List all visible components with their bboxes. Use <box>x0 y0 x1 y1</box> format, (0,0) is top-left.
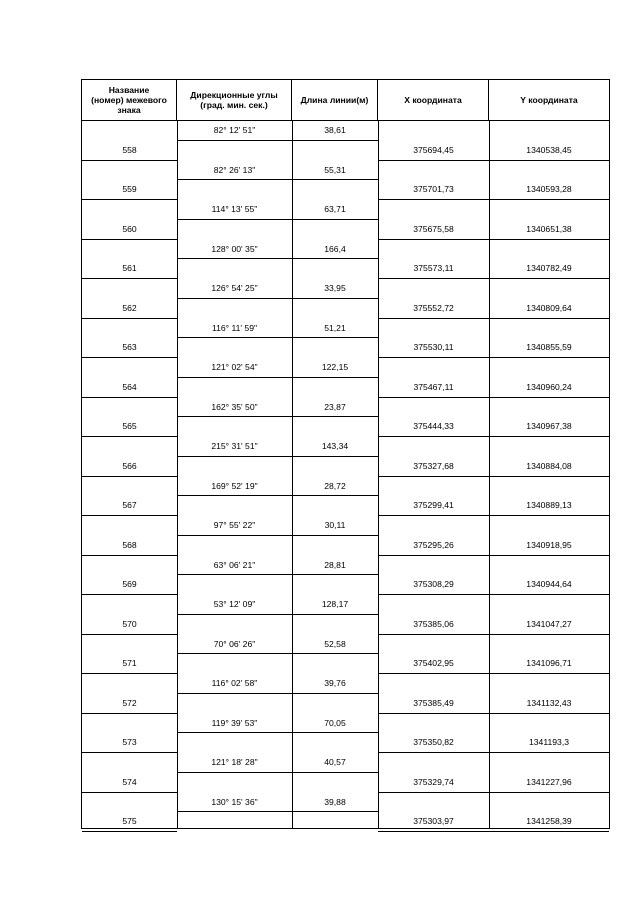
empty-cell <box>177 417 292 437</box>
empty-cell <box>378 635 489 655</box>
empty-cell <box>82 437 177 457</box>
table-row-boundary-mark <box>82 575 609 595</box>
y-coordinate-cell: 1340884,08 <box>526 460 572 471</box>
table-row-line-segment <box>82 635 609 655</box>
x-coordinate-cell: 375327,68 <box>413 460 454 471</box>
empty-cell <box>177 338 292 358</box>
table-row-line-segment <box>82 674 609 694</box>
empty-cell <box>177 141 292 161</box>
x-coordinate-cell: 375694,45 <box>413 144 454 155</box>
empty-cell <box>378 121 489 141</box>
y-coordinate-cell: 1341096,71 <box>526 658 572 669</box>
empty-cell <box>378 556 489 576</box>
empty-cell <box>489 674 609 694</box>
bearing-cell: 162° 35' 50" <box>211 401 258 412</box>
table-row-boundary-mark <box>82 496 609 516</box>
table-row-line-segment <box>82 477 609 497</box>
table-row-boundary-mark <box>82 773 609 793</box>
y-coordinate-cell: 1341047,27 <box>526 618 572 629</box>
empty-cell <box>177 536 292 556</box>
bearing-cell: 53° 12' 09" <box>213 599 256 609</box>
empty-cell <box>82 516 177 536</box>
empty-cell <box>489 279 609 299</box>
bearing-cell: 114° 13' 55" <box>211 204 258 214</box>
x-coordinate-cell: 375295,26 <box>413 539 454 550</box>
empty-cell <box>378 793 489 813</box>
empty-cell <box>378 319 489 339</box>
empty-cell <box>378 200 489 220</box>
y-coordinate-cell: 1340809,64 <box>526 302 572 313</box>
table-row-boundary-mark <box>82 378 609 398</box>
line-length-cell: 39,76 <box>324 678 346 688</box>
table-row-boundary-mark <box>82 457 609 477</box>
line-length-cell: 128,17 <box>321 599 349 609</box>
empty-cell <box>177 496 292 516</box>
empty-cell <box>292 773 378 793</box>
x-coordinate-cell: 375552,72 <box>413 302 454 313</box>
mark-name-cell: 558 <box>122 144 137 155</box>
bearing-cell: 70° 06' 26" <box>213 638 256 649</box>
empty-cell <box>82 556 177 576</box>
table-row-line-segment <box>82 793 609 813</box>
line-length-cell: 166,4 <box>324 243 346 254</box>
line-length-cell: 52,58 <box>324 638 346 649</box>
empty-cell <box>378 477 489 497</box>
table-row-line-segment <box>82 240 609 260</box>
empty-cell <box>489 477 609 497</box>
table-row-line-segment <box>82 556 609 576</box>
empty-cell <box>82 793 177 813</box>
mark-name-cell: 568 <box>122 539 137 550</box>
empty-cell <box>82 595 177 615</box>
empty-cell <box>489 358 609 378</box>
mark-name-cell: 570 <box>122 618 137 629</box>
bearing-cell: 97° 55' 22" <box>213 520 256 530</box>
table-row-boundary-mark <box>82 417 609 437</box>
bearing-cell: 126° 54' 25" <box>211 283 258 293</box>
table-row-line-segment <box>82 319 609 339</box>
empty-cell <box>292 299 378 319</box>
empty-cell <box>82 279 177 299</box>
mark-name-cell: 560 <box>122 223 137 234</box>
x-coordinate-cell: 375701,73 <box>413 184 454 195</box>
table-body <box>82 121 609 828</box>
x-coordinate-cell: 375350,82 <box>413 737 454 748</box>
empty-cell <box>489 240 609 260</box>
header-bearing: Дирекционные углы (град. мин. сек.) <box>177 80 292 120</box>
x-coordinate-cell: 375573,11 <box>413 263 454 274</box>
y-coordinate-cell: 1340782,49 <box>526 263 572 274</box>
table-row-line-segment <box>82 121 609 141</box>
mark-name-cell: 562 <box>122 302 137 313</box>
y-coordinate-cell: 1341132,43 <box>526 697 572 708</box>
boundary-coordinates-table <box>81 79 610 829</box>
empty-cell <box>292 694 378 714</box>
empty-cell <box>489 319 609 339</box>
header-y-coordinate: Y координата <box>520 95 578 105</box>
bearing-cell: 121° 02' 54" <box>211 362 258 372</box>
empty-cell <box>177 378 292 398</box>
table-row-line-segment <box>82 714 609 734</box>
empty-cell <box>378 595 489 615</box>
table-row-line-segment <box>82 200 609 220</box>
empty-cell <box>177 615 292 635</box>
row-rule <box>378 831 489 832</box>
empty-cell <box>82 240 177 260</box>
empty-cell <box>292 259 378 279</box>
table-row-line-segment <box>82 753 609 773</box>
empty-cell <box>292 575 378 595</box>
mark-name-cell: 565 <box>122 421 137 432</box>
empty-cell <box>82 477 177 497</box>
empty-cell <box>489 793 609 813</box>
table-row-boundary-mark <box>82 654 609 674</box>
y-coordinate-cell: 1340944,64 <box>526 579 572 590</box>
line-length-cell: 28,81 <box>324 559 346 570</box>
mark-name-cell: 559 <box>122 184 137 195</box>
bearing-cell: 82° 12' 51" <box>213 125 256 135</box>
y-coordinate-cell: 1341227,96 <box>526 776 572 787</box>
mark-name-cell: 563 <box>122 342 137 353</box>
table-row-boundary-mark <box>82 615 609 635</box>
empty-cell <box>489 556 609 576</box>
line-length-cell: 33,95 <box>324 283 346 293</box>
empty-cell <box>292 338 378 358</box>
table-row-boundary-mark <box>82 220 609 240</box>
y-coordinate-cell: 1340651,38 <box>526 223 572 234</box>
y-coordinate-cell: 1341193,3 <box>529 737 569 748</box>
empty-cell <box>82 753 177 773</box>
y-coordinate-cell: 1340918,95 <box>526 539 572 550</box>
bearing-cell: 63° 06' 21" <box>213 559 256 570</box>
bearing-cell: 128° 00' 35" <box>211 243 258 254</box>
line-length-cell: 122,15 <box>321 362 349 372</box>
line-length-cell: 51,21 <box>324 322 346 333</box>
empty-cell <box>489 635 609 655</box>
line-length-cell: 39,88 <box>324 796 346 807</box>
mark-name-cell: 561 <box>122 263 137 274</box>
mark-name-cell: 574 <box>122 776 137 787</box>
empty-cell <box>378 240 489 260</box>
empty-cell <box>378 674 489 694</box>
y-coordinate-cell: 1340593,28 <box>526 184 572 195</box>
header-x-coordinate: X координата <box>378 80 489 120</box>
x-coordinate-cell: 375675,58 <box>413 223 454 234</box>
header-line-length: Длина линии(м) <box>292 80 378 120</box>
empty-cell <box>177 220 292 240</box>
empty-cell <box>378 358 489 378</box>
table-row-boundary-mark <box>82 536 609 556</box>
empty-cell <box>177 694 292 714</box>
table-header-row <box>82 80 609 121</box>
line-length-cell: 30,11 <box>324 520 346 530</box>
mark-name-cell: 572 <box>122 697 137 708</box>
empty-cell <box>378 753 489 773</box>
empty-cell <box>177 733 292 753</box>
y-coordinate-cell: 1340967,38 <box>526 421 572 432</box>
y-coordinate-cell: 1341258,39 <box>526 816 572 827</box>
empty-cell <box>292 378 378 398</box>
empty-cell <box>82 714 177 734</box>
bearing-cell: 116° 11' 59" <box>211 322 258 333</box>
empty-cell <box>378 516 489 536</box>
mark-name-cell: 564 <box>122 381 137 392</box>
table-row-boundary-mark <box>82 812 609 832</box>
bearing-cell: 130° 15' 36" <box>211 796 258 807</box>
table-row-boundary-mark <box>82 180 609 200</box>
x-coordinate-cell: 375530,11 <box>413 342 454 353</box>
empty-cell <box>489 753 609 773</box>
empty-cell <box>489 595 609 615</box>
empty-cell <box>292 536 378 556</box>
table-row-boundary-mark <box>82 338 609 358</box>
table-row-line-segment <box>82 358 609 378</box>
mark-name-cell: 575 <box>122 816 137 827</box>
empty-cell <box>82 635 177 655</box>
table-row-line-segment <box>82 437 609 457</box>
line-length-cell: 143,34 <box>321 441 349 451</box>
y-coordinate-cell: 1340538,45 <box>526 144 572 155</box>
empty-cell <box>489 161 609 181</box>
y-coordinate-cell: 1340960,24 <box>526 381 572 392</box>
empty-cell <box>177 812 292 832</box>
bearing-cell: 82° 26' 13" <box>213 164 256 175</box>
x-coordinate-cell: 375385,06 <box>413 618 454 629</box>
y-coordinate-cell: 1340855,59 <box>526 342 572 353</box>
empty-cell <box>378 714 489 734</box>
empty-cell <box>489 516 609 536</box>
empty-cell <box>292 733 378 753</box>
empty-cell <box>82 358 177 378</box>
y-coordinate-cell: 1340889,13 <box>526 500 572 511</box>
empty-cell <box>292 457 378 477</box>
table-row-line-segment <box>82 595 609 615</box>
line-length-cell: 38,61 <box>324 125 346 135</box>
empty-cell <box>292 496 378 516</box>
x-coordinate-cell: 375385,49 <box>413 697 454 708</box>
empty-cell <box>177 575 292 595</box>
empty-cell <box>378 161 489 181</box>
empty-cell <box>292 812 378 832</box>
table-row-line-segment <box>82 279 609 299</box>
line-length-cell: 70,05 <box>324 717 346 728</box>
empty-cell <box>82 200 177 220</box>
line-length-cell: 63,71 <box>324 204 346 214</box>
bearing-cell: 119° 39' 53" <box>211 717 258 728</box>
x-coordinate-cell: 375308,29 <box>413 579 454 590</box>
empty-cell <box>82 398 177 418</box>
table-row-line-segment <box>82 161 609 181</box>
empty-cell <box>378 279 489 299</box>
line-length-cell: 40,57 <box>324 757 346 767</box>
mark-name-cell: 569 <box>122 579 137 590</box>
empty-cell <box>292 615 378 635</box>
empty-cell <box>177 654 292 674</box>
empty-cell <box>378 437 489 457</box>
empty-cell <box>489 121 609 141</box>
empty-cell <box>292 220 378 240</box>
empty-cell <box>177 180 292 200</box>
empty-cell <box>292 180 378 200</box>
empty-cell <box>378 398 489 418</box>
table-row-boundary-mark <box>82 141 609 161</box>
line-length-cell: 23,87 <box>324 401 346 412</box>
bearing-cell: 116° 02' 58" <box>211 678 258 688</box>
table-row-boundary-mark <box>82 259 609 279</box>
empty-cell <box>82 319 177 339</box>
mark-name-cell: 573 <box>122 737 137 748</box>
empty-cell <box>489 714 609 734</box>
table-row-boundary-mark <box>82 299 609 319</box>
row-rule <box>82 831 177 832</box>
x-coordinate-cell: 375303,97 <box>413 816 454 827</box>
bearing-cell: 215° 31' 51" <box>211 441 258 451</box>
x-coordinate-cell: 375444,33 <box>413 421 454 432</box>
table-row-line-segment <box>82 516 609 536</box>
row-rule <box>489 831 609 832</box>
empty-cell <box>489 200 609 220</box>
empty-cell <box>292 417 378 437</box>
x-coordinate-cell: 375402,95 <box>413 658 454 669</box>
table-row-boundary-mark <box>82 694 609 714</box>
mark-name-cell: 567 <box>122 500 137 511</box>
empty-cell <box>292 654 378 674</box>
header-mark-name: Название (номер) межевого знака <box>82 80 177 120</box>
table-row-boundary-mark <box>82 733 609 753</box>
bearing-cell: 169° 52' 19" <box>211 480 258 491</box>
mark-name-cell: 571 <box>122 658 137 669</box>
mark-name-cell: 566 <box>122 460 137 471</box>
empty-cell <box>82 121 177 141</box>
line-length-cell: 55,31 <box>324 164 346 175</box>
x-coordinate-cell: 375299,41 <box>413 500 454 511</box>
empty-cell <box>177 773 292 793</box>
empty-cell <box>177 457 292 477</box>
empty-cell <box>177 299 292 319</box>
empty-cell <box>292 141 378 161</box>
table-row-line-segment <box>82 398 609 418</box>
empty-cell <box>489 398 609 418</box>
empty-cell <box>177 259 292 279</box>
empty-cell <box>489 437 609 457</box>
x-coordinate-cell: 375467,11 <box>413 381 454 392</box>
line-length-cell: 28,72 <box>324 480 346 491</box>
bearing-cell: 121° 18' 28" <box>211 757 258 767</box>
empty-cell <box>82 161 177 181</box>
empty-cell <box>82 674 177 694</box>
x-coordinate-cell: 375329,74 <box>413 776 454 787</box>
table-grid <box>81 79 610 829</box>
